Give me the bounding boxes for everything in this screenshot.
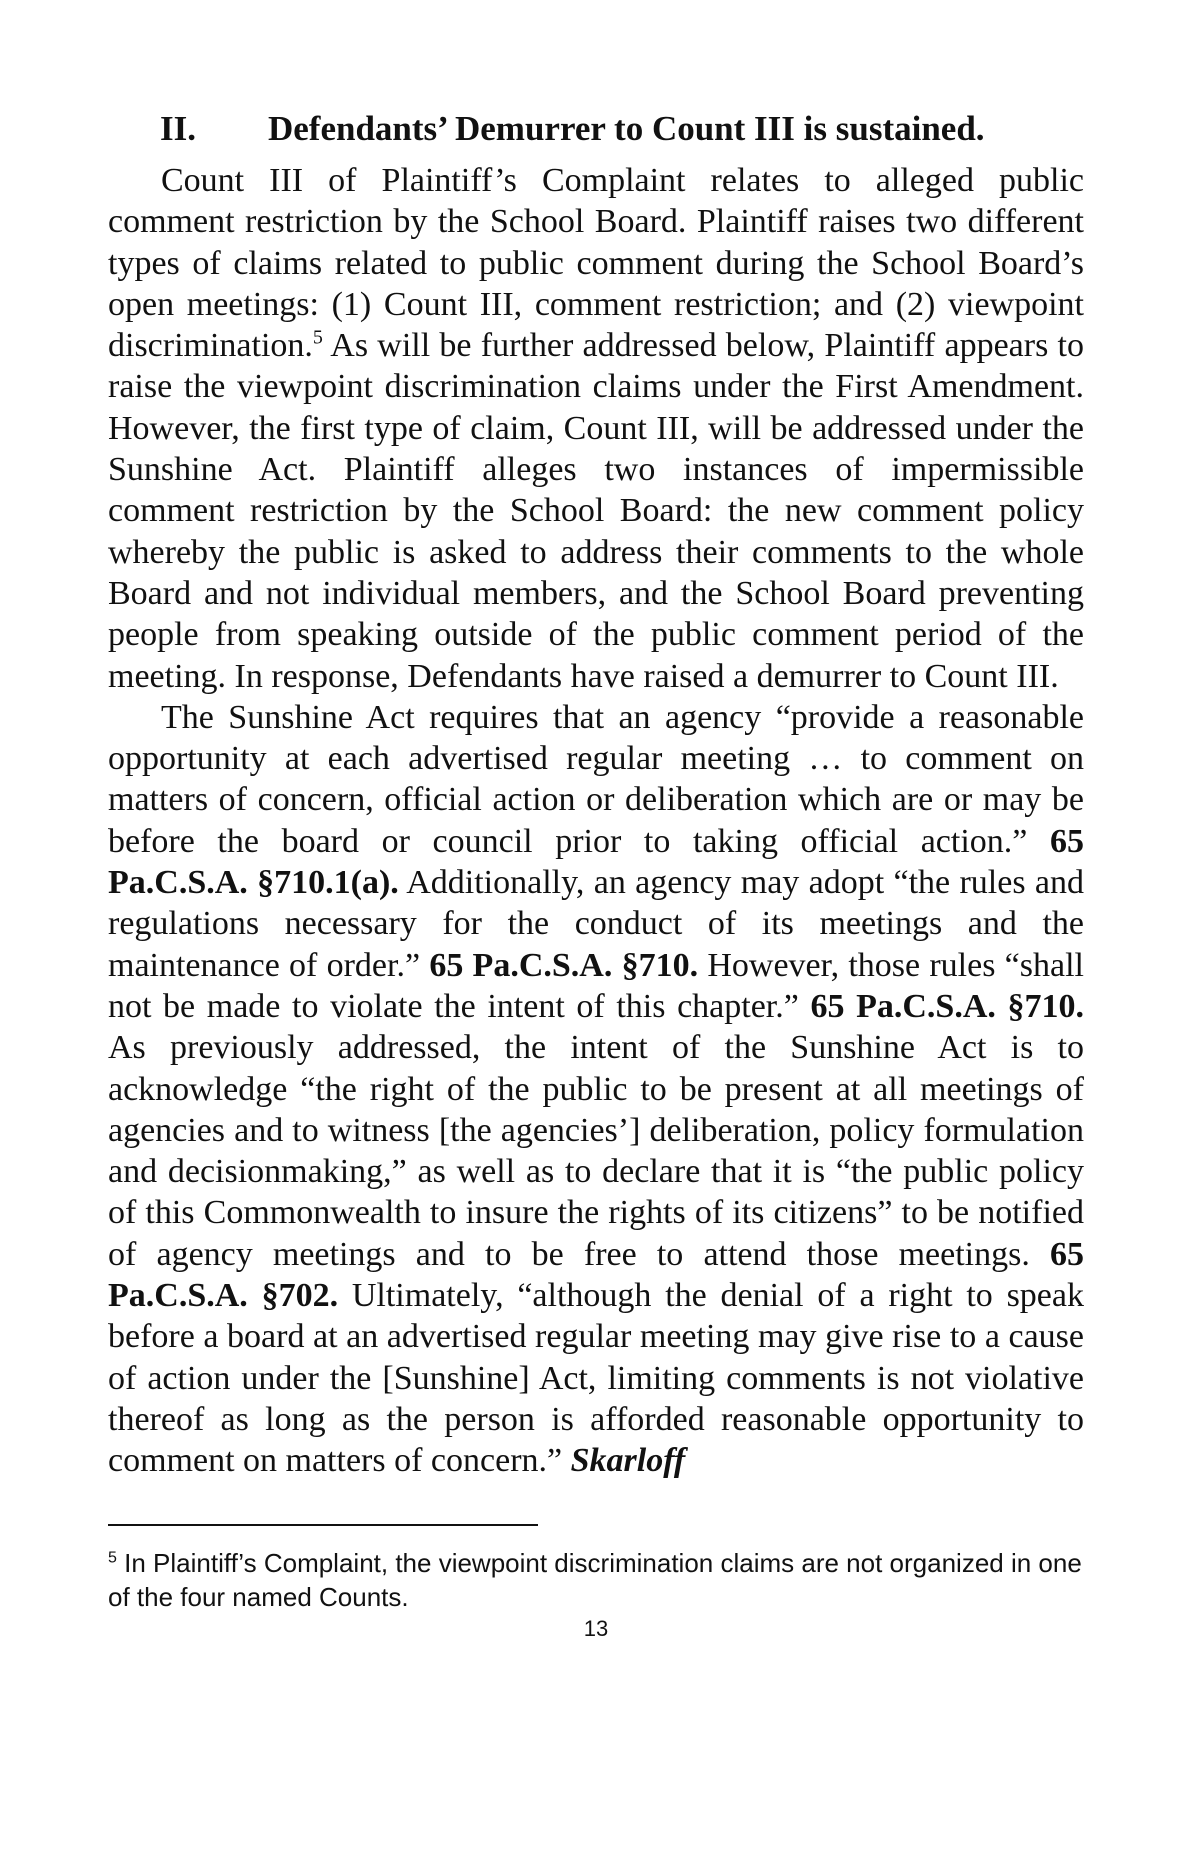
document-page	[108, 96, 1084, 1642]
footnote-marker: 5	[108, 1548, 117, 1566]
statute-citation: 65 Pa.C.S.A. §710.	[429, 946, 699, 984]
statute-citation: 65 Pa.C.S.A. §710.	[810, 987, 1084, 1025]
footnote	[108, 1546, 1084, 1614]
paragraph-text: The Sunshine Act requires that an agency “provide a reasonable opportunity at each advertised regular meeting … to comment on matters of concern, official action or deliberation which are or may be before the board or council prior to taking official action.”	[108, 698, 1084, 860]
footnote-reference: 5	[312, 326, 323, 349]
paragraph-text: However, those rules “shall not be made to violate the intent of this chapter.”	[108, 946, 1084, 1025]
statute-citation: 65 Pa.C.S.A. §702.	[108, 1235, 1084, 1315]
case-citation: Skarloff	[570, 1442, 686, 1480]
paragraph-text: Ultimately, “although the denial of a right to speak before a board at an advertised regular meeting may give rise to a cause of action under the [Sunshine] Act, limiting comments is not violative thereof as long as the person is afforded reasonable opportunity to comment on matters of concern.”	[108, 1277, 1084, 1480]
paragraph-count-iii	[108, 160, 1084, 697]
paragraph-text: Count III of Plaintiff’s Complaint relates to alleged public comment restriction by the School Board. Plaintiff raises two different types of claims related to public comment during the School Board’s open meetings: (1) Count III, comment restriction; and (2) viewpoint discrimination.	[108, 162, 1084, 365]
paragraph-sunshine-act	[108, 697, 1084, 1482]
section-heading	[160, 108, 1084, 150]
paragraph-text: As previously addressed, the intent of the Sunshine Act is to acknowledge “the right of the public to be present at all meetings of agencies and to witness [the agencies’] deliberation, policy formulation and decisionmaking,” as well as to declare that it is “the public policy of this Commonwealth to insure the rights of its citizens” to be notified of agency meetings and to be free to attend those meetings.	[108, 1029, 1084, 1273]
section-title: Defendants’ Demurrer to Count III is sustained.	[268, 109, 985, 148]
footnote-divider	[108, 1524, 538, 1526]
paragraph-text: As will be further addressed below, Plaintiff appears to raise the viewpoint discrimination claims under the First Amendment. However, the first type of claim, Count III, will be addressed under the Sunshine Act. Plaintiff alleges two instances of impermissible comment restriction by the School Board: the new comment policy whereby the public is asked to address their comments to the whole Board and not individual members, and the School Board preventing people from speaking outside of the public comment period of the meeting. In response, Defendants have raised a demurrer to Count III.	[108, 327, 1084, 695]
page-number: 13	[583, 1615, 609, 1641]
footnote-text: In Plaintiff’s Complaint, the viewpoint discrimination claims are not organized in one of the four named Counts.	[108, 1547, 1082, 1612]
statute-citation: 65 Pa.C.S.A. §710.1(a).	[108, 822, 1084, 902]
section-number: II.	[160, 109, 196, 148]
paragraph-text: Additionally, an agency may adopt “the rules and regulations necessary for the conduct of its meetings and the maintenance of order.”	[108, 864, 1084, 984]
